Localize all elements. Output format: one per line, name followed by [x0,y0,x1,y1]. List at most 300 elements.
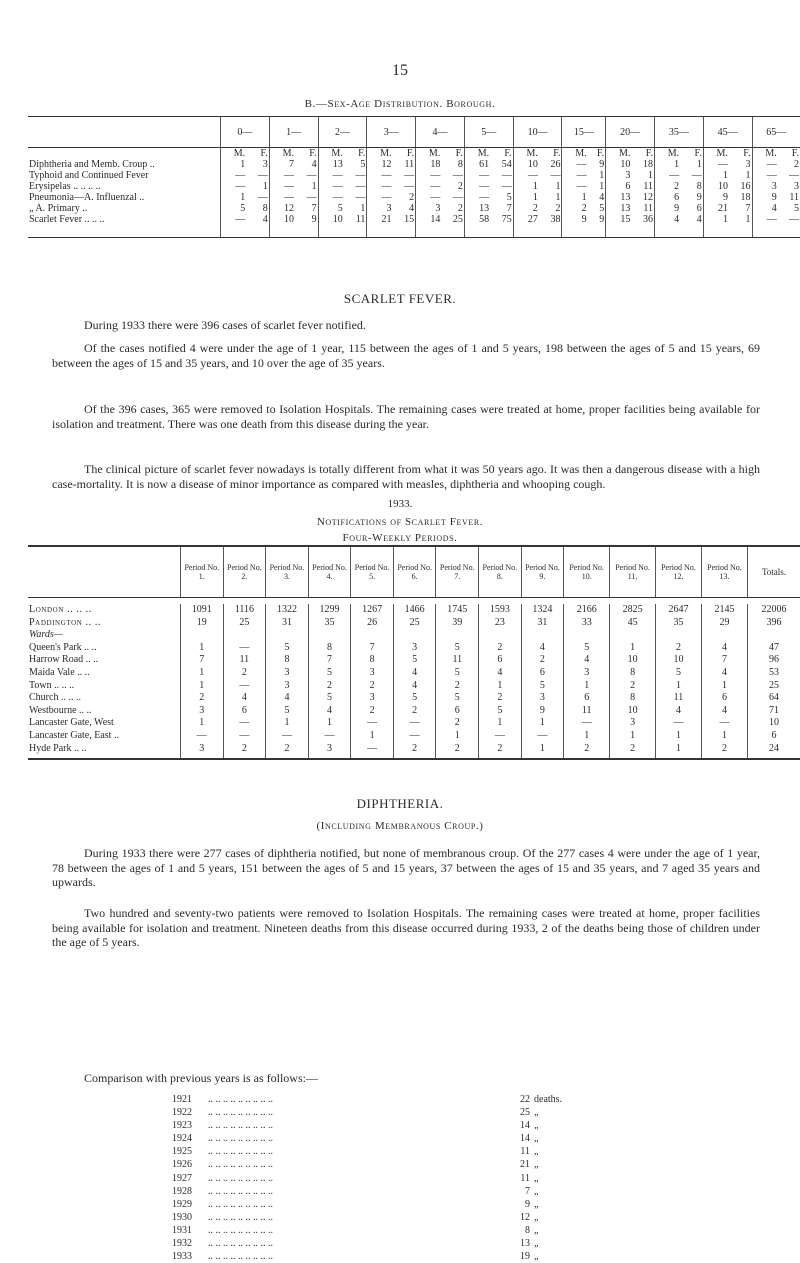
empty-cell [393,629,436,642]
table-cell: 4 [479,667,522,680]
table-cell: — [490,170,513,181]
table-cell: — [246,170,269,181]
table-cell: 2 [436,680,479,693]
table-cell: 1 [521,743,564,760]
period-header: Period No. 9. [521,546,564,598]
table-cell: 15 [393,214,416,238]
row-label: Hyde Park .. .. [28,743,181,760]
table-cell: 6 [701,692,747,705]
table-cell: 9 [654,203,680,214]
table-cell: 3 [367,203,393,214]
table-cell: 14 [416,214,442,238]
comparison-year: 1923 [172,1119,202,1132]
table-cell: 4 [654,214,680,238]
table-cell: 9 [562,214,588,238]
total-cell: 6 [748,730,800,743]
table-cell: 2 [479,743,522,760]
table-cell: 1593 [479,604,522,617]
comparison-row [172,1198,592,1211]
table-cell: 10 [703,181,729,192]
table-cell: 1 [588,170,606,181]
table-cell: 1 [564,680,610,693]
table-cell: 18 [631,159,654,170]
comparison-year: 1931 [172,1224,202,1237]
scarlet-year: 1933. [0,498,800,510]
table-cell: 11 [631,181,654,192]
wards-label-row [28,629,800,642]
table-cell: 2 [564,743,610,760]
table-cell: — [703,159,729,170]
table-row [28,203,800,214]
period-header: Period No. 1. [181,546,224,598]
table-cell: 3 [351,692,394,705]
comparison-value: 9 [508,1198,530,1211]
table-cell: 8 [351,654,394,667]
sex-m-label: M. [752,148,778,160]
comparison-leader: .. .. .. .. .. .. .. .. .. [202,1224,508,1237]
table-cell: 2 [351,680,394,693]
total-cell: 96 [748,654,800,667]
table-cell: 1 [221,159,247,170]
table-cell: 1322 [266,604,309,617]
table-cell: 2 [266,743,309,760]
table-cell: 9 [752,192,778,203]
table-cell: 5 [436,692,479,705]
comparison-unit: „ [530,1158,592,1171]
table-cell: 1116 [223,604,266,617]
comparison-row [172,1185,592,1198]
sex-f-label: F. [344,148,367,160]
table-cell: 1 [479,680,522,693]
comparison-value: 8 [508,1224,530,1237]
empty-cell [266,629,309,642]
table-cell: — [441,170,464,181]
table-cell: — [701,717,747,730]
period-header: Period No. 12. [655,546,701,598]
table-cell: 1 [701,680,747,693]
table-row [28,642,800,655]
table-cell: 13 [464,203,490,214]
table-cell: 5 [778,203,800,214]
table-cell: — [562,181,588,192]
table-cell: 9 [295,214,318,238]
table-cell: 2 [513,203,539,214]
comparison-row [172,1119,592,1132]
row-label: Lancaster Gate, West [28,717,181,730]
comparison-unit: „ [530,1185,592,1198]
table-cell: 2 [654,181,680,192]
table-cell: 2 [393,705,436,718]
table-cell: 2 [610,743,656,760]
comparison-table [172,1093,592,1263]
table-cell: 1 [181,642,224,655]
table-cell: 12 [269,203,295,214]
comparison-unit: „ [530,1172,592,1185]
table-cell: 26 [351,617,394,630]
total-cell: 10 [748,717,800,730]
period-header: Period No. 10. [564,546,610,598]
row-label: Maida Vale .. .. [28,667,181,680]
sex-f-label: F. [588,148,606,160]
table-cell: 4 [266,692,309,705]
table-cell: 5 [490,192,513,203]
table-cell: — [269,181,295,192]
table-cell: 21 [703,203,729,214]
table-cell: 11 [655,692,701,705]
comparison-value: 11 [508,1145,530,1158]
row-label: Westbourne .. .. [28,705,181,718]
sex-f-label: F. [490,148,513,160]
table-cell: 25 [223,617,266,630]
table-cell: 1 [539,181,562,192]
table-row [28,617,800,630]
comparison-row [172,1145,592,1158]
row-label: „ A. Primary .. [28,203,221,214]
empty-cell [701,629,747,642]
scarlet-para-3: Of the 396 cases, 365 were removed to Isolation Hospitals. The remaining cases were treated at home, proper facilities being available for isolation and treatment. There was one death from this disease during the year. [52,402,760,431]
table-cell: 10 [610,654,656,667]
table-cell: 2 [778,159,800,170]
empty-cell [351,629,394,642]
sex-f-label: F. [539,148,562,160]
table-cell: 33 [564,617,610,630]
table-row [28,159,800,170]
sex-f-label: F. [680,148,703,160]
table-cell: — [655,717,701,730]
table-cell: 1466 [393,604,436,617]
total-cell: 22006 [748,604,800,617]
table-cell: 1 [295,181,318,192]
table1-heading: B.—Sex-Age Distribution. Borough. [0,98,800,110]
table-cell: 2 [610,680,656,693]
comparison-year: 1929 [172,1198,202,1211]
table-cell: 8 [266,654,309,667]
table-cell: 5 [308,667,351,680]
comparison-year: 1927 [172,1172,202,1185]
table-cell: 35 [308,617,351,630]
period-header: Period No. 3. [266,546,309,598]
table-cell: 7 [490,203,513,214]
table-cell: — [393,717,436,730]
table-cell: 5 [588,203,606,214]
table-cell: — [318,181,344,192]
blank-header [28,148,221,160]
table-cell: 18 [416,159,442,170]
table-cell: — [562,159,588,170]
comparison-unit: „ [530,1198,592,1211]
table-cell: — [308,730,351,743]
sex-header-row [28,148,800,160]
age-group-header: 20— [606,117,655,148]
comparison-leader: .. .. .. .. .. .. .. .. .. [202,1132,508,1145]
table-cell: 6 [564,692,610,705]
comparison-unit: „ [530,1211,592,1224]
table-cell: — [464,192,490,203]
table-cell: 8 [441,159,464,170]
empty-cell [564,629,610,642]
table-cell: 1267 [351,604,394,617]
table-row [28,667,800,680]
table-cell: 1745 [436,604,479,617]
row-label: Diphtheria and Memb. Croup .. [28,159,221,170]
scarlet-para-1: During 1933 there were 396 cases of scarlet fever notified. [52,318,760,333]
age-group-header: 35— [654,117,703,148]
table-cell: 45 [610,617,656,630]
empty-cell [748,629,800,642]
comparison-row [172,1224,592,1237]
comparison-leader: .. .. .. .. .. .. .. .. .. [202,1158,508,1171]
table-cell: 10 [318,214,344,238]
sex-m-label: M. [654,148,680,160]
diphtheria-title: DIPHTHERIA. [0,796,800,812]
comparison-leader: .. .. .. .. .. .. .. .. .. [202,1145,508,1158]
table-cell: — [393,170,416,181]
scarlet-para-2: Of the cases notified 4 were under the age of 1 year, 115 between the ages of 1 and 5 years, 198 between the ages of 5 and 15 years, 69 between the ages of 15 and 35 years, and 10 over the age of 35 years. [52,341,760,370]
table-cell: — [393,730,436,743]
row-label: Typhoid and Continued Fever [28,170,221,181]
table-cell: 1 [680,159,703,170]
table-cell: — [778,170,800,181]
table-cell: 11 [223,654,266,667]
sex-m-label: M. [562,148,588,160]
table-cell: 7 [295,203,318,214]
table-cell: 1324 [521,604,564,617]
table-cell: — [344,192,367,203]
blank-header [28,117,221,148]
table-cell: 11 [344,214,367,238]
table-cell: 2 [441,203,464,214]
table-cell: 4 [393,203,416,214]
age-group-header: 4— [416,117,465,148]
period-header-row [28,546,800,598]
comparison-intro: Comparison with previous years is as follows:— [84,1071,318,1086]
table-cell: 8 [610,667,656,680]
table-cell: — [221,170,247,181]
comparison-unit: „ [530,1106,592,1119]
table-cell: 4 [295,159,318,170]
comparison-table-body [172,1093,592,1263]
table-cell: — [295,192,318,203]
table-cell: 12 [367,159,393,170]
age-group-header: 10— [513,117,562,148]
wards-label: Wards— [28,629,181,642]
table-cell: 3 [778,181,800,192]
period-header: Period No. 13. [701,546,747,598]
row-label: Town .. .. .. [28,680,181,693]
table-cell: — [221,214,247,238]
comparison-value: 14 [508,1119,530,1132]
table-cell: 2 [351,705,394,718]
sex-m-label: M. [513,148,539,160]
table-cell: 1 [181,680,224,693]
table-cell: 9 [680,192,703,203]
table-cell: 4 [521,642,564,655]
comparison-value: 21 [508,1158,530,1171]
table-cell: — [367,170,393,181]
notifications-title: Notifications of Scarlet Fever. [0,516,800,528]
table-cell: — [344,181,367,192]
table-cell: 38 [539,214,562,238]
table-cell: 1299 [308,604,351,617]
table-cell: 10 [606,159,632,170]
row-label: Church .. .. .. [28,692,181,705]
table-cell: — [513,170,539,181]
comparison-leader: .. .. .. .. .. .. .. .. .. [202,1237,508,1250]
table-cell: 10 [610,705,656,718]
comparison-leader: .. .. .. .. .. .. .. .. .. [202,1093,508,1106]
total-cell: 24 [748,743,800,760]
table-cell: 1 [564,730,610,743]
table-cell: 35 [655,617,701,630]
age-group-header-row [28,117,800,148]
sex-age-table-body [28,159,800,238]
row-label: Erysipelas .. .. .. .. [28,181,221,192]
table-row [28,705,800,718]
table-cell: 11 [778,192,800,203]
table-cell: 1 [221,192,247,203]
comparison-unit: „ [530,1224,592,1237]
table-cell: 1 [703,170,729,181]
table-cell: 4 [393,680,436,693]
table-cell: 4 [223,692,266,705]
table-cell: 10 [269,214,295,238]
scarlet-para-4: The clinical picture of scarlet fever nowadays is totally different from what it was 50 years ago. It was then a dangerous disease with a high case-mortality. It is now a disease of minor importance as compared with measles, diphtheria and whooping cough. [52,462,760,491]
comparison-unit: „ [530,1145,592,1158]
table-cell: 5 [521,680,564,693]
table-cell: 5 [393,692,436,705]
table-cell: 9 [588,214,606,238]
empty-cell [436,629,479,642]
age-group-header: 2— [318,117,367,148]
table-cell: — [318,192,344,203]
table-cell: — [223,642,266,655]
table-cell: 8 [308,642,351,655]
comparison-year: 1921 [172,1093,202,1106]
table-cell: 19 [181,617,224,630]
sex-m-label: M. [416,148,442,160]
table-cell: 31 [521,617,564,630]
comparison-unit: „ [530,1237,592,1250]
table-cell: — [295,170,318,181]
table-cell: 4 [588,192,606,203]
table-cell: 21 [367,214,393,238]
diphtheria-subtitle: (Including Membranous Croup.) [0,820,800,832]
row-label: Harrow Road .. .. [28,654,181,667]
table-cell: 2 [223,667,266,680]
comparison-row [172,1093,592,1106]
comparison-year: 1928 [172,1185,202,1198]
comparison-year: 1930 [172,1211,202,1224]
table-row [28,214,800,238]
table-cell: — [223,680,266,693]
sex-age-table [28,116,800,238]
table-cell: 11 [631,203,654,214]
table-cell: 2 [393,743,436,760]
table-cell: 2 [223,743,266,760]
table-cell: 4 [246,214,269,238]
empty-cell [610,629,656,642]
total-cell: 71 [748,705,800,718]
comparison-row [172,1106,592,1119]
table-cell: 5 [266,705,309,718]
sex-m-label: M. [269,148,295,160]
table-cell: 3 [610,717,656,730]
table-row [28,170,800,181]
table-cell: 5 [344,159,367,170]
row-label: London .. .. .. [28,604,181,617]
table-cell: — [266,730,309,743]
table-cell: 2145 [701,604,747,617]
table-cell: 9 [703,192,729,203]
table-cell: 6 [223,705,266,718]
totals-header: Totals. [748,546,800,598]
table-cell: — [680,170,703,181]
table-cell: 16 [729,181,752,192]
comparison-year: 1924 [172,1132,202,1145]
table-cell: 1 [655,680,701,693]
table-cell: 6 [521,667,564,680]
table-cell: 29 [701,617,747,630]
sex-f-label: F. [441,148,464,160]
row-label: Scarlet Fever .. .. .. [28,214,221,238]
table-cell: 2 [539,203,562,214]
table-cell: 2166 [564,604,610,617]
table-row [28,730,800,743]
table-cell: 4 [752,203,778,214]
table-cell: 3 [416,203,442,214]
sex-f-label: F. [295,148,318,160]
table-cell: 1 [701,730,747,743]
total-cell: 25 [748,680,800,693]
table-cell: 4 [701,642,747,655]
table-cell: 4 [701,705,747,718]
table-cell: 9 [588,159,606,170]
table-cell: 4 [655,705,701,718]
comparison-value: 25 [508,1106,530,1119]
table-cell: 7 [269,159,295,170]
sex-m-label: M. [703,148,729,160]
comparison-value: 13 [508,1237,530,1250]
table-cell: 7 [701,654,747,667]
table-cell: — [367,192,393,203]
age-group-header: 65— [752,117,800,148]
table-cell: 1 [588,181,606,192]
table-cell: — [416,170,442,181]
empty-cell [655,629,701,642]
four-weekly-title: Four-Weekly Periods. [0,532,800,544]
table-cell: — [223,717,266,730]
table-cell: — [181,730,224,743]
table-cell: 58 [464,214,490,238]
table-cell: 5 [266,642,309,655]
table-cell: 1 [513,192,539,203]
table-cell: 1 [703,214,729,238]
table-row [28,654,800,667]
comparison-row [172,1158,592,1171]
table-cell: 2 [308,680,351,693]
total-cell: 53 [748,667,800,680]
comparison-unit: „ [530,1250,592,1263]
table-cell: 6 [479,654,522,667]
table-cell: 1 [479,717,522,730]
table-cell: — [344,170,367,181]
table-row [28,680,800,693]
comparison-unit: deaths. [530,1093,592,1106]
comparison-unit: „ [530,1132,592,1145]
period-header: Period No. 4. [308,546,351,598]
sex-m-label: M. [367,148,393,160]
sex-f-label: F. [778,148,800,160]
